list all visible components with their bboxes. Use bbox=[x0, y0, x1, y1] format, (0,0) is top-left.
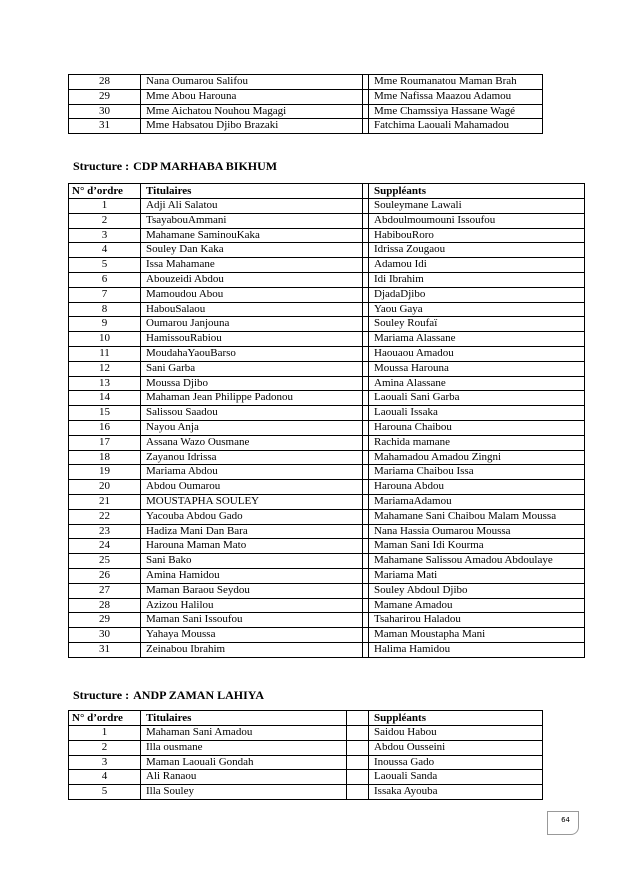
spacer-cell bbox=[347, 726, 369, 741]
titulaire-name: Mahaman Sani Amadou bbox=[141, 726, 347, 741]
order-number: 15 bbox=[69, 406, 141, 421]
order-number: 19 bbox=[69, 465, 141, 480]
table-row bbox=[69, 628, 585, 643]
table-row bbox=[69, 613, 585, 628]
order-number: 10 bbox=[69, 332, 141, 347]
order-number: 2 bbox=[69, 213, 141, 228]
header-titulaires: Titulaires bbox=[141, 184, 363, 199]
suppleant-name: Maman Sani Idi Kourma bbox=[369, 539, 585, 554]
order-number: 7 bbox=[69, 287, 141, 302]
andp-candidates-table bbox=[68, 710, 543, 800]
titulaire-name: Amina Hamidou bbox=[141, 568, 363, 583]
table-row bbox=[69, 317, 585, 332]
page-number: 64 bbox=[561, 816, 570, 824]
suppleant-name: HabibouRoro bbox=[369, 228, 585, 243]
table-row bbox=[69, 243, 585, 258]
table-row bbox=[69, 539, 585, 554]
order-number: 28 bbox=[69, 75, 141, 90]
table-row bbox=[69, 406, 585, 421]
suppleant-name: Fatchima Laouali Mahamadou bbox=[369, 119, 543, 134]
table-row bbox=[69, 302, 585, 317]
titulaire-name: Assana Wazo Ousmane bbox=[141, 435, 363, 450]
table-row bbox=[69, 726, 543, 741]
table-row bbox=[69, 755, 543, 770]
suppleant-name: Souley Roufaï bbox=[369, 317, 585, 332]
order-number: 22 bbox=[69, 509, 141, 524]
table-row bbox=[69, 642, 585, 657]
cdp-candidates-table bbox=[68, 183, 585, 658]
order-number: 6 bbox=[69, 272, 141, 287]
section-heading-cdp bbox=[73, 159, 277, 174]
order-number: 5 bbox=[69, 785, 141, 800]
header-order: N° d’ordre bbox=[69, 184, 141, 199]
suppleant-name: DjadaDjibo bbox=[369, 287, 585, 302]
spacer-cell bbox=[347, 785, 369, 800]
table-row bbox=[69, 435, 585, 450]
order-number: 28 bbox=[69, 598, 141, 613]
table-row bbox=[69, 450, 585, 465]
titulaire-name: Mme Aichatou Nouhou Magagi bbox=[141, 104, 363, 119]
order-number: 3 bbox=[69, 228, 141, 243]
suppleant-name: Tsaharirou Haladou bbox=[369, 613, 585, 628]
titulaire-name: Moussa Djibo bbox=[141, 376, 363, 391]
suppleant-name: Saidou Habou bbox=[369, 726, 543, 741]
order-number: 31 bbox=[69, 642, 141, 657]
suppleant-name: Rachida mamane bbox=[369, 435, 585, 450]
suppleant-name: Adamou Idi bbox=[369, 258, 585, 273]
suppleant-name: Abdoulmoumouni Issoufou bbox=[369, 213, 585, 228]
suppleant-name: Idi Ibrahim bbox=[369, 272, 585, 287]
table-row bbox=[69, 199, 585, 214]
table-row bbox=[69, 583, 585, 598]
table-row bbox=[69, 494, 585, 509]
table-row bbox=[69, 119, 543, 134]
titulaire-name: Ali Ranaou bbox=[141, 770, 347, 785]
spacer-cell bbox=[347, 770, 369, 785]
table-row bbox=[69, 376, 585, 391]
suppleant-name: Halima Hamidou bbox=[369, 642, 585, 657]
table-row bbox=[69, 361, 585, 376]
order-number: 2 bbox=[69, 740, 141, 755]
order-number: 17 bbox=[69, 435, 141, 450]
titulaire-name: MoudahaYaouBarso bbox=[141, 346, 363, 361]
order-number: 27 bbox=[69, 583, 141, 598]
structure-label: Structure : bbox=[73, 688, 130, 702]
order-number: 18 bbox=[69, 450, 141, 465]
table-row bbox=[69, 75, 543, 90]
header-order: N° d’ordre bbox=[69, 711, 141, 726]
order-number: 26 bbox=[69, 568, 141, 583]
order-number: 3 bbox=[69, 755, 141, 770]
suppleant-name: Mme Chamssiya Hassane Wagé bbox=[369, 104, 543, 119]
titulaire-name: Nayou Anja bbox=[141, 420, 363, 435]
suppleant-name: Yaou Gaya bbox=[369, 302, 585, 317]
titulaire-name: Mme Habsatou Djibo Brazaki bbox=[141, 119, 363, 134]
titulaire-name: TsayabouAmmani bbox=[141, 213, 363, 228]
section-heading-andp bbox=[73, 688, 264, 703]
table-row bbox=[69, 89, 543, 104]
structure-name: ANDP ZAMAN LAHIYA bbox=[133, 688, 265, 702]
suppleant-name: Issaka Ayouba bbox=[369, 785, 543, 800]
titulaire-name: Hadiza Mani Dan Bara bbox=[141, 524, 363, 539]
titulaire-name: Abouzeidi Abdou bbox=[141, 272, 363, 287]
titulaire-name: Azizou Halilou bbox=[141, 598, 363, 613]
table-row bbox=[69, 258, 585, 273]
continued-candidates-table bbox=[68, 74, 543, 134]
order-number: 23 bbox=[69, 524, 141, 539]
table-row bbox=[69, 228, 585, 243]
titulaire-name: Mme Abou Harouna bbox=[141, 89, 363, 104]
titulaire-name: Nana Oumarou Salifou bbox=[141, 75, 363, 90]
table-row bbox=[69, 785, 543, 800]
table-row bbox=[69, 465, 585, 480]
order-number: 11 bbox=[69, 346, 141, 361]
order-number: 1 bbox=[69, 199, 141, 214]
table-row bbox=[69, 104, 543, 119]
titulaire-name: Harouna Maman Mato bbox=[141, 539, 363, 554]
table-row bbox=[69, 509, 585, 524]
continued-table-body bbox=[69, 75, 543, 134]
suppleant-name: Maman Moustapha Mani bbox=[369, 628, 585, 643]
spacer-cell bbox=[347, 755, 369, 770]
order-number: 31 bbox=[69, 119, 141, 134]
titulaire-name: Sani Bako bbox=[141, 554, 363, 569]
titulaire-name: Mariama Abdou bbox=[141, 465, 363, 480]
table-row bbox=[69, 770, 543, 785]
suppleant-name: Laouali Sani Garba bbox=[369, 391, 585, 406]
suppleant-name: Idrissa Zougaou bbox=[369, 243, 585, 258]
table-header-row bbox=[69, 184, 585, 199]
titulaire-name: Mahaman Jean Philippe Padonou bbox=[141, 391, 363, 406]
suppleant-name: Amina Alassane bbox=[369, 376, 585, 391]
table-row bbox=[69, 391, 585, 406]
order-number: 1 bbox=[69, 726, 141, 741]
suppleant-name: Haouaou Amadou bbox=[369, 346, 585, 361]
titulaire-name: Souley Dan Kaka bbox=[141, 243, 363, 258]
titulaire-name: Maman Laouali Gondah bbox=[141, 755, 347, 770]
suppleant-name: Laouali Sanda bbox=[369, 770, 543, 785]
titulaire-name: Sani Garba bbox=[141, 361, 363, 376]
spacer-cell bbox=[347, 740, 369, 755]
structure-label: Structure : bbox=[73, 159, 130, 173]
titulaire-name: Issa Mahamane bbox=[141, 258, 363, 273]
suppleant-name: Inoussa Gado bbox=[369, 755, 543, 770]
order-number: 30 bbox=[69, 628, 141, 643]
order-number: 4 bbox=[69, 243, 141, 258]
titulaire-name: Mamoudou Abou bbox=[141, 287, 363, 302]
titulaire-name: Abdou Oumarou bbox=[141, 480, 363, 495]
titulaire-name: Oumarou Janjouna bbox=[141, 317, 363, 332]
order-number: 24 bbox=[69, 539, 141, 554]
order-number: 14 bbox=[69, 391, 141, 406]
structure-name: CDP MARHABA BIKHUM bbox=[133, 159, 278, 173]
order-number: 13 bbox=[69, 376, 141, 391]
order-number: 21 bbox=[69, 494, 141, 509]
suppleant-name: Mahamadou Amadou Zingni bbox=[369, 450, 585, 465]
table-row bbox=[69, 554, 585, 569]
table-row bbox=[69, 332, 585, 347]
suppleant-name: Moussa Harouna bbox=[369, 361, 585, 376]
order-number: 20 bbox=[69, 480, 141, 495]
header-suppleants: Suppléants bbox=[369, 184, 585, 199]
suppleant-name: Harouna Chaibou bbox=[369, 420, 585, 435]
suppleant-name: Souleymane Lawali bbox=[369, 199, 585, 214]
table-row bbox=[69, 740, 543, 755]
suppleant-name: Mariama Chaibou Issa bbox=[369, 465, 585, 480]
titulaire-name: Adji Ali Salatou bbox=[141, 199, 363, 214]
table-row bbox=[69, 346, 585, 361]
titulaire-name: Yacouba Abdou Gado bbox=[141, 509, 363, 524]
table-row bbox=[69, 480, 585, 495]
table-row bbox=[69, 287, 585, 302]
header-spacer bbox=[347, 711, 369, 726]
table-row bbox=[69, 213, 585, 228]
order-number: 29 bbox=[69, 89, 141, 104]
order-number: 8 bbox=[69, 302, 141, 317]
header-titulaires: Titulaires bbox=[141, 711, 347, 726]
suppleant-name: Mariama Mati bbox=[369, 568, 585, 583]
titulaire-name: MOUSTAPHA SOULEY bbox=[141, 494, 363, 509]
order-number: 9 bbox=[69, 317, 141, 332]
suppleant-name: MariamaAdamou bbox=[369, 494, 585, 509]
order-number: 25 bbox=[69, 554, 141, 569]
table-row bbox=[69, 272, 585, 287]
table-row bbox=[69, 568, 585, 583]
andp-table-body bbox=[69, 726, 543, 800]
suppleant-name: Mahamane Salissou Amadou Abdoulaye bbox=[369, 554, 585, 569]
titulaire-name: Illa ousmane bbox=[141, 740, 347, 755]
suppleant-name: Abdou Ousseini bbox=[369, 740, 543, 755]
table-row bbox=[69, 420, 585, 435]
table-row bbox=[69, 524, 585, 539]
order-number: 4 bbox=[69, 770, 141, 785]
suppleant-name: Mme Nafissa Maazou Adamou bbox=[369, 89, 543, 104]
titulaire-name: Maman Baraou Seydou bbox=[141, 583, 363, 598]
suppleant-name: Mariama Alassane bbox=[369, 332, 585, 347]
titulaire-name: HamissouRabiou bbox=[141, 332, 363, 347]
titulaire-name: Yahaya Moussa bbox=[141, 628, 363, 643]
suppleant-name: Mamane Amadou bbox=[369, 598, 585, 613]
table-header-row bbox=[69, 711, 543, 726]
titulaire-name: Salissou Saadou bbox=[141, 406, 363, 421]
header-suppleants: Suppléants bbox=[369, 711, 543, 726]
suppleant-name: Laouali Issaka bbox=[369, 406, 585, 421]
order-number: 16 bbox=[69, 420, 141, 435]
table-row bbox=[69, 598, 585, 613]
order-number: 12 bbox=[69, 361, 141, 376]
cdp-table-body bbox=[69, 199, 585, 658]
order-number: 29 bbox=[69, 613, 141, 628]
suppleant-name: Nana Hassia Oumarou Moussa bbox=[369, 524, 585, 539]
order-number: 5 bbox=[69, 258, 141, 273]
suppleant-name: Souley Abdoul Djibo bbox=[369, 583, 585, 598]
order-number: 30 bbox=[69, 104, 141, 119]
suppleant-name: Harouna Abdou bbox=[369, 480, 585, 495]
titulaire-name: Mahamane SaminouKaka bbox=[141, 228, 363, 243]
titulaire-name: HabouSalaou bbox=[141, 302, 363, 317]
suppleant-name: Mahamane Sani Chaibou Malam Moussa bbox=[369, 509, 585, 524]
titulaire-name: Zeinabou Ibrahim bbox=[141, 642, 363, 657]
page-number-box bbox=[547, 811, 579, 835]
titulaire-name: Illa Souley bbox=[141, 785, 347, 800]
titulaire-name: Zayanou Idrissa bbox=[141, 450, 363, 465]
suppleant-name: Mme Roumanatou Maman Brah bbox=[369, 75, 543, 90]
titulaire-name: Maman Sani Issoufou bbox=[141, 613, 363, 628]
